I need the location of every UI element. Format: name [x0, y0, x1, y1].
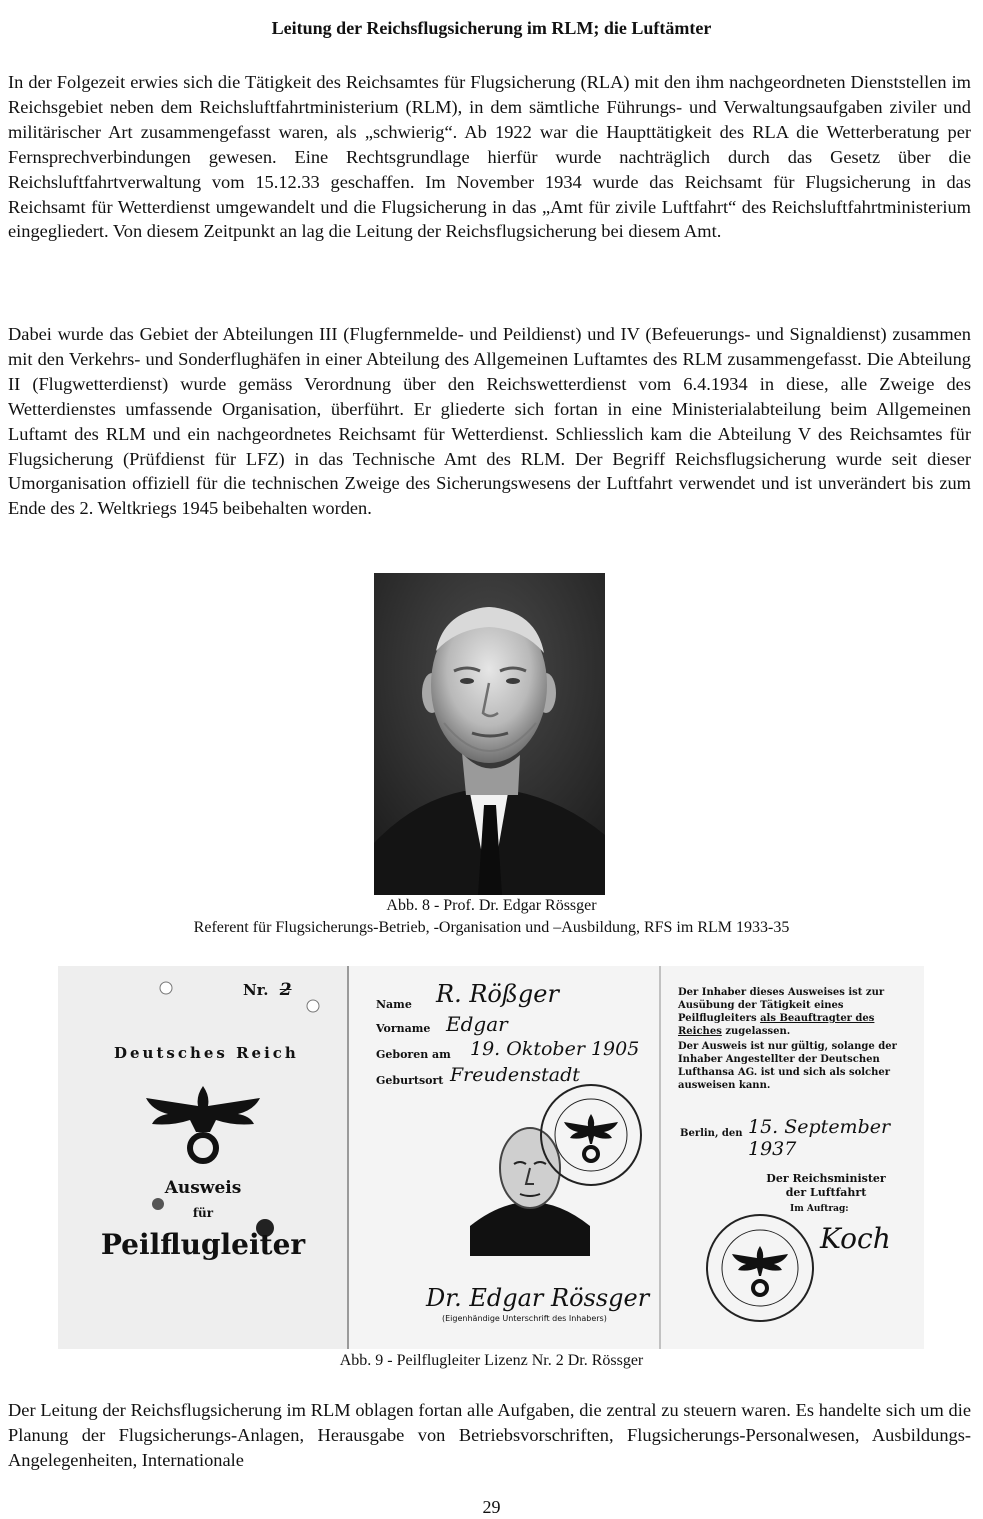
- authorization-text-1: Der Inhaber dieses Ausweises ist zur Ausübung der Tätigkeit eines Peilflugleiters: [678, 987, 885, 1024]
- peilflugleiter-title: Peilflugleiter: [100, 1228, 306, 1261]
- signature-note: (Eigenhändige Unterschrift des Inhabers): [442, 1314, 607, 1323]
- minister-line-1: Der Reichsminister: [766, 1172, 886, 1185]
- geburtsort-label: Geburtsort: [376, 1074, 444, 1087]
- number-label: Nr.: [243, 981, 269, 999]
- page-number: 29: [482, 1497, 501, 1517]
- authorization-text: [678, 986, 914, 1092]
- license-identity-page: [358, 966, 658, 1349]
- official-stamp: [706, 1214, 814, 1322]
- license-authorization-page: [670, 966, 924, 1349]
- geboren-label: Geboren am: [376, 1048, 451, 1061]
- vorname-label: Vorname: [376, 1022, 431, 1035]
- portrait-photo: [374, 573, 605, 895]
- name-label: Name: [376, 998, 412, 1011]
- validity-text: Der Ausweis ist nur gültig, solange der Inhaber Angestellter der Deutschen Lufthansa AG. ist und sich als solcher ausweisen kann.: [678, 1041, 897, 1091]
- page-heading: Leitung der Reichsflugsicherung im RLM; die Luftämter: [271, 18, 712, 38]
- official-signature: Koch: [820, 1222, 891, 1255]
- vorname-value: Edgar: [446, 1012, 508, 1036]
- number-value: 2: [279, 980, 292, 1000]
- eagle-emblem-icon: [138, 1076, 268, 1166]
- holder-signature: Dr. Edgar Rössger: [426, 1284, 650, 1312]
- minister-line-2: der Luftfahrt: [785, 1186, 867, 1199]
- license-cover-page: [58, 966, 348, 1349]
- name-value: R. Rößger: [436, 980, 559, 1008]
- geburtsort-value: Freudenstadt: [450, 1064, 580, 1086]
- issue-date: [748, 1116, 924, 1160]
- authorization-text-3: zugelassen.: [725, 1026, 791, 1037]
- geboren-value: 19. Oktober 1905: [470, 1038, 640, 1060]
- paragraph-2: Dabei wurde das Gebiet der Abteilungen III (Flugfernmelde- und Peildienst) und IV (Befeuerungs- und Signaldienst) zusammen mit den Verkehrs- und Sonderflughäfen in einer Abteilung des Allgemeinen Luftamtes des RLM zusammengefasst. Die Abteilung II (Flugwetterdienst) wurde gemäss Verordnung über den Reichswetterdienst vom 6.4.1934 in diese, alle Zweige des Wetterdienstes umfassende Organisation, überführt. Er gliederte sich fortan in eine Ministerialabteilung beim Allgemeinen Luftamt des RLM und ein nachgeordnetes Reichsamt für Wetterdienst. Schliesslich kam die Abteilung V des Reichsamtes für Flugsicherung (Prüfdienst für LFZ) in das Technische Amt des RLM. Der Begriff Reichsflugsicherung wurde seit dieser Umorganisation offiziell für die technischen Zweige des Sicherungswesens der Luftfahrt verwendet und ist unverändert bis zum Ende des 2. Weltkriegs 1945 beibehalten worden.: [8, 324, 971, 519]
- figure-8-subcaption: Referent für Flugsicherungs-Betrieb, -Organisation und –Ausbildung, RFS im RLM 1933-35: [193, 919, 790, 936]
- paragraph-1: In der Folgezeit erwies sich die Tätigkeit des Reichsamtes für Flugsicherung (RLA) mit den ihm nachgeordneten Dienststellen im Reichsgebiet neben dem Reichsluftfahrtministerium (RLM), in dem sämtliche Führungs- und Verwaltungsaufgaben ziviler und militärischer Art zusammengefasst waren, als „schwierig“. Ab 1922 war die Haupttätigkeit des RLA die Wetterberatung per Fernsprechverbindungen gewesen. Eine Rechtsgrundlage hierfür wurde nachträglich durch das Gesetz über die Reichsluftfahrtverwaltung vom 15.12.33 geschaffen. Im November 1934 wurde das Reichsamt für Flugsicherung in das Reichsamt für Wetterdienst umgewandelt und die Flugsicherung in das „Amt für zivile Luftfahrt“ des Reichsluftfahrtministerium eingegliedert. Von diesem Zeitpunkt an lag die Leitung der Reichsflugsicherung bei diesem Amt.: [8, 72, 971, 242]
- authorization-text-2: als Beauftragter des Reiches: [678, 1013, 875, 1037]
- deutsches-reich-label: Deutsches Reich: [114, 1044, 299, 1062]
- place-label: Berlin, den: [680, 1128, 743, 1139]
- portrait-illustration: [374, 573, 605, 895]
- issue-year-suffix: 7: [784, 1138, 797, 1160]
- ausweis-label: Ausweis: [164, 1178, 242, 1198]
- im-auftrag-label: Im Auftrag:: [790, 1204, 849, 1214]
- ministry-stamp: [540, 1084, 642, 1186]
- figure-9-caption: Abb. 9 - Peilflugleiter Lizenz Nr. 2 Dr. Rössger: [339, 1352, 644, 1369]
- fuer-label: für: [192, 1206, 214, 1220]
- paragraph-3: Der Leitung der Reichsflugsicherung im RLM oblagen fortan alle Aufgaben, die zentral zu steuern waren. Es handelte sich um die Planung der Flugsicherungs-Anlagen, Herausgabe von Betriebsvorschriften, Flugsicherungs-Personalwesen, Ausbildungs-Angelegenheiten, Internationale: [8, 1400, 971, 1470]
- license-document: [58, 966, 924, 1349]
- issue-date-value: 15. September 193: [748, 1116, 891, 1160]
- figure-8-caption: Abb. 8 - Prof. Dr. Edgar Rössger: [386, 897, 597, 914]
